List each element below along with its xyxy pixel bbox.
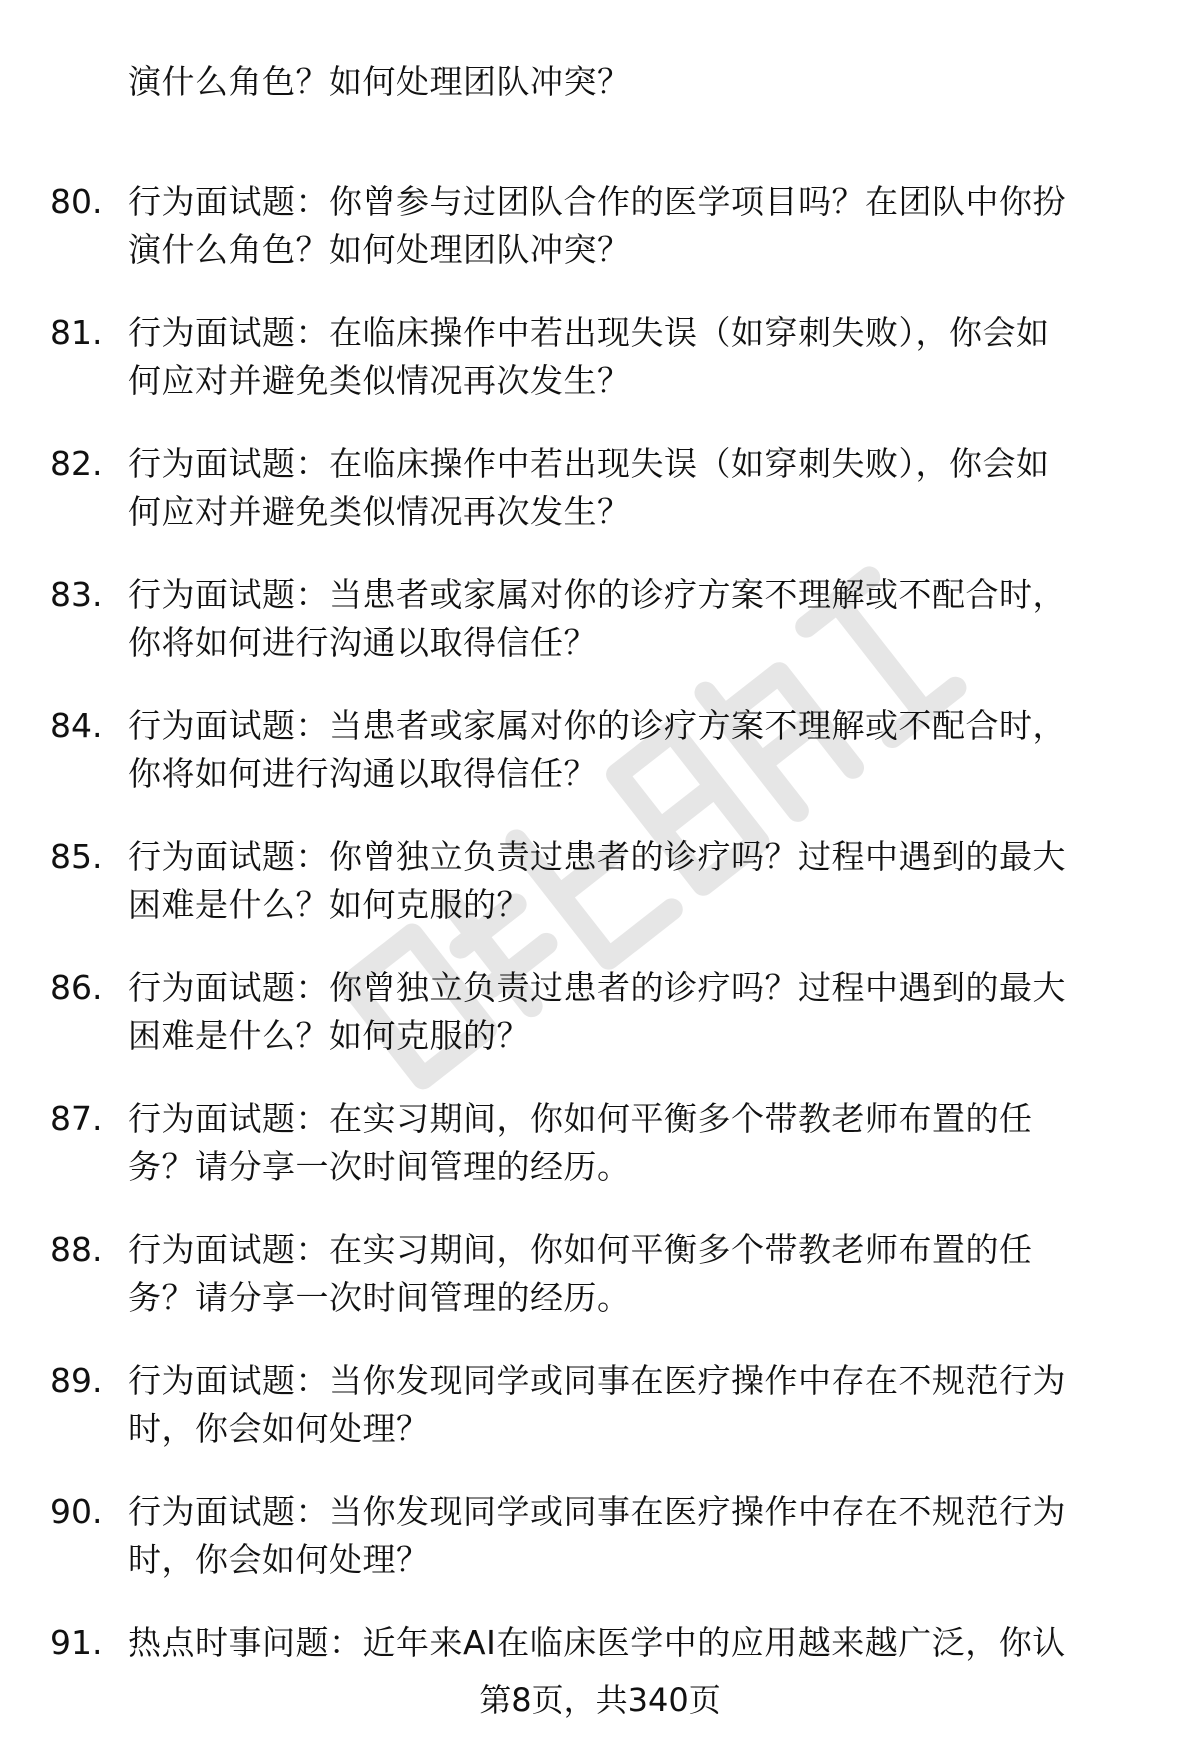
item-text — [128, 1488, 1138, 1584]
item-text-line: 行为面试题：在实习期间，你如何平衡多个带教老师布置的任 — [128, 1099, 1033, 1138]
list-item — [0, 1357, 1200, 1488]
item-text-line: 你将如何进行沟通以取得信任？ — [128, 754, 597, 793]
item-number: 82. — [50, 444, 103, 483]
item-text — [128, 440, 1138, 536]
item-number: 87. — [50, 1099, 103, 1138]
item-text-line: 行为面试题：你曾独立负责过患者的诊疗吗？过程中遇到的最大 — [128, 837, 1066, 876]
item-text-line: 务？请分享一次时间管理的经历。 — [128, 1147, 631, 1186]
item-number: 89. — [50, 1361, 103, 1400]
item-number: 91. — [50, 1623, 103, 1662]
item-text-line: 你将如何进行沟通以取得信任？ — [128, 623, 597, 662]
item-text — [128, 833, 1138, 929]
item-text-line: 务？请分享一次时间管理的经历。 — [128, 1278, 631, 1317]
item-text-line: 困难是什么？如何克服的？ — [128, 1016, 530, 1055]
list-item — [0, 178, 1200, 309]
item-number: 83. — [50, 575, 103, 614]
item-number: 81. — [50, 313, 103, 352]
item-text-line: 行为面试题：你曾参与过团队合作的医学项目吗？在团队中你扮 — [128, 182, 1066, 221]
item-text-line: 热点时事问题：近年来AI在临床医学中的应用越来越广泛，你认 — [128, 1623, 1066, 1662]
item-text-line: 行为面试题：当你发现同学或同事在医疗操作中存在不规范行为 — [128, 1492, 1066, 1531]
item-text-line: 演什么角色？如何处理团队冲突？ — [128, 230, 631, 269]
item-text — [128, 1095, 1138, 1191]
item-number: 85. — [50, 837, 103, 876]
item-text — [128, 1226, 1138, 1322]
list-item — [0, 309, 1200, 440]
list-item — [0, 58, 1200, 178]
item-text — [128, 1357, 1138, 1453]
item-text — [128, 702, 1138, 798]
list-item — [0, 964, 1200, 1095]
item-text-line: 何应对并避免类似情况再次发生？ — [128, 492, 631, 531]
list-item — [0, 833, 1200, 964]
item-number: 80. — [50, 182, 103, 221]
item-text-line: 时，你会如何处理？ — [128, 1409, 430, 1448]
item-text — [128, 309, 1138, 405]
list-item — [0, 702, 1200, 833]
item-text — [128, 178, 1138, 274]
item-text-line: 行为面试题：在实习期间，你如何平衡多个带教老师布置的任 — [128, 1230, 1033, 1269]
item-text-line: 行为面试题：当患者或家属对你的诊疗方案不理解或不配合时， — [128, 575, 1066, 614]
list-item — [0, 571, 1200, 702]
item-text-line: 困难是什么？如何克服的？ — [128, 885, 530, 924]
item-text-line: 行为面试题：在临床操作中若出现失误（如穿刺失败），你会如 — [128, 313, 1050, 352]
item-text — [128, 964, 1138, 1060]
item-number: 88. — [50, 1230, 103, 1269]
item-number: 86. — [50, 968, 103, 1007]
list-item — [0, 440, 1200, 571]
list-item — [0, 1226, 1200, 1357]
list-item — [0, 1488, 1200, 1619]
item-text-line: 行为面试题：当你发现同学或同事在医疗操作中存在不规范行为 — [128, 1361, 1066, 1400]
item-text-line: 演什么角色？如何处理团队冲突？ — [128, 62, 631, 101]
item-number: 90. — [50, 1492, 103, 1531]
page-footer: 第8页，共340页 — [479, 1681, 721, 1719]
item-text-line: 行为面试题：在临床操作中若出现失误（如穿刺失败），你会如 — [128, 444, 1050, 483]
item-text — [128, 571, 1138, 667]
item-text-line: 行为面试题：当患者或家属对你的诊疗方案不理解或不配合时， — [128, 706, 1066, 745]
item-number: 84. — [50, 706, 103, 745]
item-text-line: 行为面试题：你曾独立负责过患者的诊疗吗？过程中遇到的最大 — [128, 968, 1066, 1007]
item-text-line: 时，你会如何处理？ — [128, 1540, 430, 1579]
question-list — [0, 58, 1200, 1750]
item-text — [128, 1619, 1138, 1667]
item-text-line: 何应对并避免类似情况再次发生？ — [128, 361, 631, 400]
item-text — [128, 58, 1138, 106]
list-item — [0, 1095, 1200, 1226]
